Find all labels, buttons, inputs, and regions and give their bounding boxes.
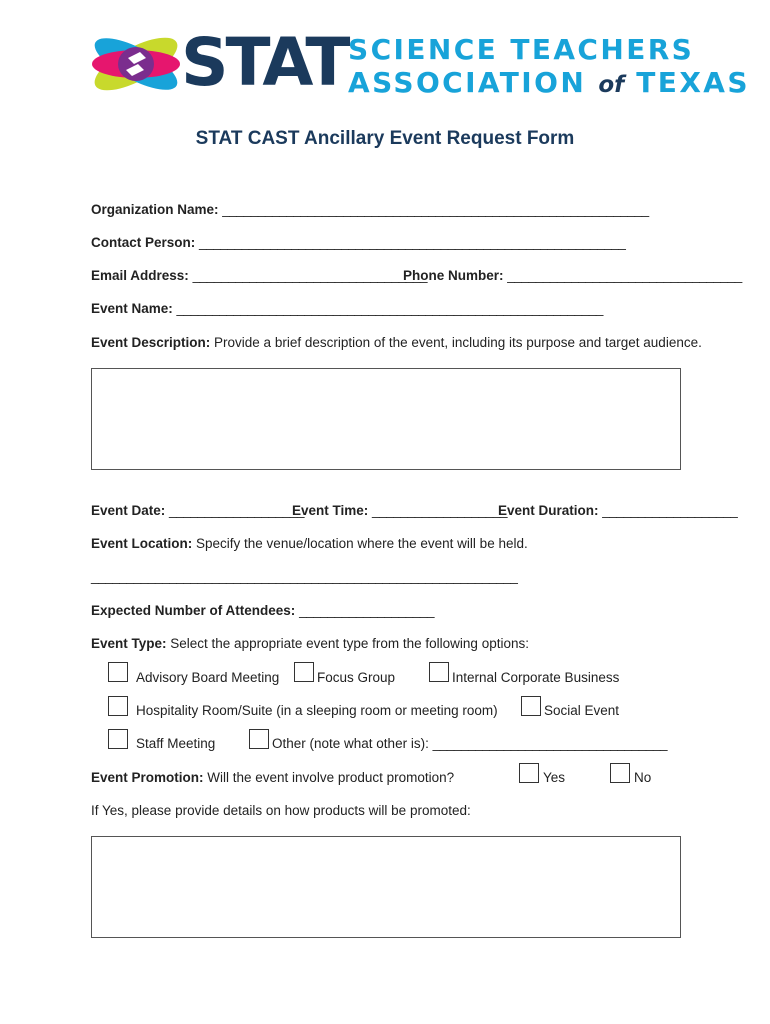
logo-wordmark: STAT [181, 24, 348, 101]
event-description-row: Event Description: Provide a brief description of the event, including its purpose and target audience. [91, 335, 702, 350]
event-date-row: Event Date: ___________________ [91, 503, 305, 518]
hospitality-room-checkbox[interactable] [108, 696, 128, 716]
organization-name-row: Organization Name: ____________________________________________________________ [91, 202, 649, 217]
advisory-board-label: Advisory Board Meeting [136, 670, 280, 685]
star-logo-icon [88, 24, 188, 104]
event-promotion-row: Event Promotion: Will the event involve product promotion? [91, 770, 455, 785]
social-event-checkbox[interactable] [521, 696, 541, 716]
email-row: Email Address: _________________________________ [91, 268, 428, 283]
contact-person-field[interactable]: ____________________________________________________________ [199, 235, 626, 250]
event-duration-field[interactable]: ___________________ [602, 503, 738, 518]
organization-name-field[interactable]: ____________________________________________________________ [222, 202, 649, 217]
advisory-board-checkbox[interactable] [108, 662, 128, 682]
promotion-yes-checkbox[interactable] [519, 763, 539, 783]
other-checkbox[interactable] [249, 729, 269, 749]
contact-person-row: Contact Person: ____________________________________________________________ [91, 235, 626, 250]
staff-meeting-checkbox[interactable] [108, 729, 128, 749]
focus-group-checkbox[interactable] [294, 662, 314, 682]
attendees-row: Expected Number of Attendees: ___________________ [91, 603, 435, 618]
internal-corporate-checkbox[interactable] [429, 662, 449, 682]
form-title: STAT CAST Ancillary Event Request Form [195, 128, 575, 149]
event-name-field[interactable]: ____________________________________________________________ [176, 301, 604, 316]
staff-meeting-label: Staff Meeting [136, 736, 216, 751]
event-location-field[interactable]: ____________________________________________________________ [91, 569, 518, 584]
event-type-row: Event Type: Select the appropriate event type from the following options: [91, 636, 529, 651]
promotion-no-label: No [634, 770, 652, 785]
other-field[interactable]: _________________________________ [432, 736, 668, 751]
social-event-label: Social Event [544, 703, 620, 718]
other-row [272, 735, 667, 753]
event-description-textbox[interactable] [91, 368, 681, 470]
event-name-row: Event Name: ____________________________________________________________ [91, 301, 604, 316]
attendees-field[interactable]: ___________________ [299, 603, 435, 618]
hospitality-room-label: Hospitality Room/Suite (in a sleeping room or meeting room) [136, 703, 498, 718]
promotion-details-textbox[interactable] [91, 836, 681, 938]
event-time-row: Event Time: ___________________ [292, 503, 508, 518]
internal-corporate-label: Internal Corporate Business [452, 670, 620, 685]
event-location-row: Event Location: Specify the venue/location where the event will be held. [91, 536, 528, 551]
stat-logo [88, 24, 750, 104]
promotion-yes-label: Yes [543, 770, 566, 785]
event-location-field-row [91, 568, 517, 586]
event-time-field[interactable]: ___________________ [372, 503, 508, 518]
phone-field[interactable]: _________________________________ [507, 268, 742, 283]
promotion-details-label: If Yes, please provide details on how products will be promoted: [91, 803, 471, 818]
logo-tagline-2: ASSOCIATION of TEXAS [348, 66, 750, 99]
phone-row: Phone Number: _________________________________ [403, 268, 742, 283]
event-date-field[interactable]: ___________________ [169, 503, 305, 518]
promotion-no-checkbox[interactable] [610, 763, 630, 783]
event-duration-row: Event Duration: ___________________ [498, 503, 738, 518]
logo-tagline-1: SCIENCE TEACHERS [348, 33, 695, 66]
other-label: Other (note what other is): [272, 736, 429, 751]
focus-group-label: Focus Group [317, 670, 396, 685]
email-field[interactable]: _________________________________ [192, 268, 428, 283]
